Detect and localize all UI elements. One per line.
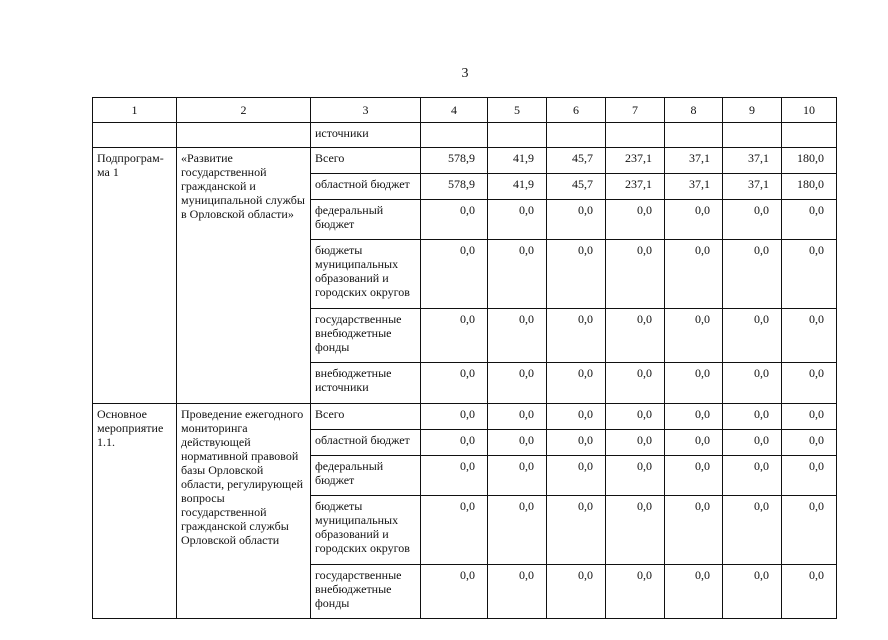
page-number: 3 <box>461 66 469 81</box>
value-cell: 0,0 <box>723 240 782 309</box>
value-cell: 0,0 <box>488 496 547 565</box>
column-header: 9 <box>723 98 782 123</box>
column-header: 2 <box>177 98 311 123</box>
value-cell: 0,0 <box>421 456 488 496</box>
source-cell: Всего <box>311 404 421 430</box>
empty-cell <box>488 123 547 148</box>
source-cell: федеральный бюджет <box>311 456 421 496</box>
value-cell: 0,0 <box>606 200 665 240</box>
value-cell: 0,0 <box>547 430 606 456</box>
row-description-cell: Проведение ежегодного мониторинга действующей нормативной правовой базы Орловской области, регулирующей вопросы государственной гражданской службы Орловской области <box>177 404 311 619</box>
value-cell: 0,0 <box>547 456 606 496</box>
row-description-cell: «Развитие государственной гражданской и муниципальной службы в Орловской области» <box>177 148 311 404</box>
value-cell: 0,0 <box>782 309 837 363</box>
value-cell: 0,0 <box>606 565 665 619</box>
value-cell: 0,0 <box>547 240 606 309</box>
empty-cell <box>547 123 606 148</box>
value-cell: 0,0 <box>488 363 547 404</box>
source-cell: бюджеты муниципальных образований и городских округов <box>311 496 421 565</box>
value-cell: 37,1 <box>723 148 782 174</box>
value-cell: 237,1 <box>606 174 665 200</box>
value-cell: 578,9 <box>421 174 488 200</box>
value-cell: 0,0 <box>488 200 547 240</box>
value-cell: 0,0 <box>547 200 606 240</box>
value-cell: 0,0 <box>665 456 723 496</box>
source-cell: областной бюджет <box>311 174 421 200</box>
empty-cell <box>782 123 837 148</box>
value-cell: 0,0 <box>606 456 665 496</box>
value-cell: 0,0 <box>488 456 547 496</box>
empty-cell <box>665 123 723 148</box>
source-cell: федеральный бюджет <box>311 200 421 240</box>
value-cell: 37,1 <box>665 148 723 174</box>
value-cell: 0,0 <box>723 496 782 565</box>
value-cell: 0,0 <box>488 240 547 309</box>
value-cell: 0,0 <box>782 496 837 565</box>
row-label-cell: Подпрограм-ма 1 <box>93 148 177 404</box>
table-row <box>93 148 837 174</box>
column-header: 5 <box>488 98 547 123</box>
value-cell: 0,0 <box>665 200 723 240</box>
value-cell: 0,0 <box>488 565 547 619</box>
value-cell: 0,0 <box>606 240 665 309</box>
value-cell: 0,0 <box>606 309 665 363</box>
value-cell: 0,0 <box>723 404 782 430</box>
header-row <box>93 98 837 123</box>
value-cell: 0,0 <box>782 240 837 309</box>
value-cell: 0,0 <box>723 565 782 619</box>
value-cell: 0,0 <box>421 240 488 309</box>
value-cell: 37,1 <box>665 174 723 200</box>
empty-cell <box>723 123 782 148</box>
value-cell: 0,0 <box>665 363 723 404</box>
budget-table <box>92 97 837 619</box>
value-cell: 37,1 <box>723 174 782 200</box>
value-cell: 0,0 <box>723 309 782 363</box>
activity-block <box>93 404 837 619</box>
value-cell: 0,0 <box>723 200 782 240</box>
value-cell: 0,0 <box>665 404 723 430</box>
value-cell: 0,0 <box>421 430 488 456</box>
value-cell: 0,0 <box>665 496 723 565</box>
source-cell: источники <box>311 123 421 148</box>
value-cell: 0,0 <box>782 404 837 430</box>
value-cell: 0,0 <box>782 565 837 619</box>
value-cell: 0,0 <box>606 404 665 430</box>
value-cell: 0,0 <box>547 363 606 404</box>
column-header: 8 <box>665 98 723 123</box>
value-cell: 0,0 <box>547 565 606 619</box>
value-cell: 41,9 <box>488 174 547 200</box>
empty-cell <box>606 123 665 148</box>
column-header: 7 <box>606 98 665 123</box>
source-cell: областной бюджет <box>311 430 421 456</box>
value-cell: 0,0 <box>723 456 782 496</box>
value-cell: 0,0 <box>421 309 488 363</box>
value-cell: 0,0 <box>606 430 665 456</box>
value-cell: 45,7 <box>547 174 606 200</box>
value-cell: 0,0 <box>665 240 723 309</box>
value-cell: 0,0 <box>782 430 837 456</box>
value-cell: 578,9 <box>421 148 488 174</box>
value-cell: 0,0 <box>782 363 837 404</box>
column-header: 6 <box>547 98 606 123</box>
column-header: 10 <box>782 98 837 123</box>
value-cell: 0,0 <box>723 363 782 404</box>
value-cell: 0,0 <box>488 430 547 456</box>
source-cell: государственные внебюджетные фонды <box>311 565 421 619</box>
value-cell: 0,0 <box>606 496 665 565</box>
table-row <box>93 404 837 430</box>
value-cell: 0,0 <box>421 565 488 619</box>
column-header: 1 <box>93 98 177 123</box>
value-cell: 0,0 <box>782 200 837 240</box>
value-cell: 0,0 <box>547 309 606 363</box>
value-cell: 45,7 <box>547 148 606 174</box>
value-cell: 0,0 <box>782 456 837 496</box>
value-cell: 0,0 <box>488 404 547 430</box>
value-cell: 0,0 <box>723 430 782 456</box>
value-cell: 0,0 <box>421 404 488 430</box>
value-cell: 0,0 <box>488 309 547 363</box>
empty-cell <box>93 123 177 148</box>
value-cell: 41,9 <box>488 148 547 174</box>
continuation-row <box>93 123 837 148</box>
value-cell: 237,1 <box>606 148 665 174</box>
value-cell: 0,0 <box>665 565 723 619</box>
source-cell: внебюджетные источники <box>311 363 421 404</box>
source-cell: государственные внебюджетные фонды <box>311 309 421 363</box>
value-cell: 0,0 <box>606 363 665 404</box>
value-cell: 0,0 <box>547 404 606 430</box>
source-cell: Всего <box>311 148 421 174</box>
empty-cell <box>421 123 488 148</box>
subprogram-block <box>93 148 837 404</box>
value-cell: 180,0 <box>782 148 837 174</box>
value-cell: 0,0 <box>421 200 488 240</box>
source-cell: бюджеты муниципальных образований и городских округов <box>311 240 421 309</box>
column-header: 3 <box>311 98 421 123</box>
value-cell: 0,0 <box>665 309 723 363</box>
value-cell: 0,0 <box>547 496 606 565</box>
value-cell: 0,0 <box>421 496 488 565</box>
row-label-cell: Основное мероприятие 1.1. <box>93 404 177 619</box>
value-cell: 0,0 <box>421 363 488 404</box>
value-cell: 180,0 <box>782 174 837 200</box>
empty-cell <box>177 123 311 148</box>
value-cell: 0,0 <box>665 430 723 456</box>
column-header: 4 <box>421 98 488 123</box>
